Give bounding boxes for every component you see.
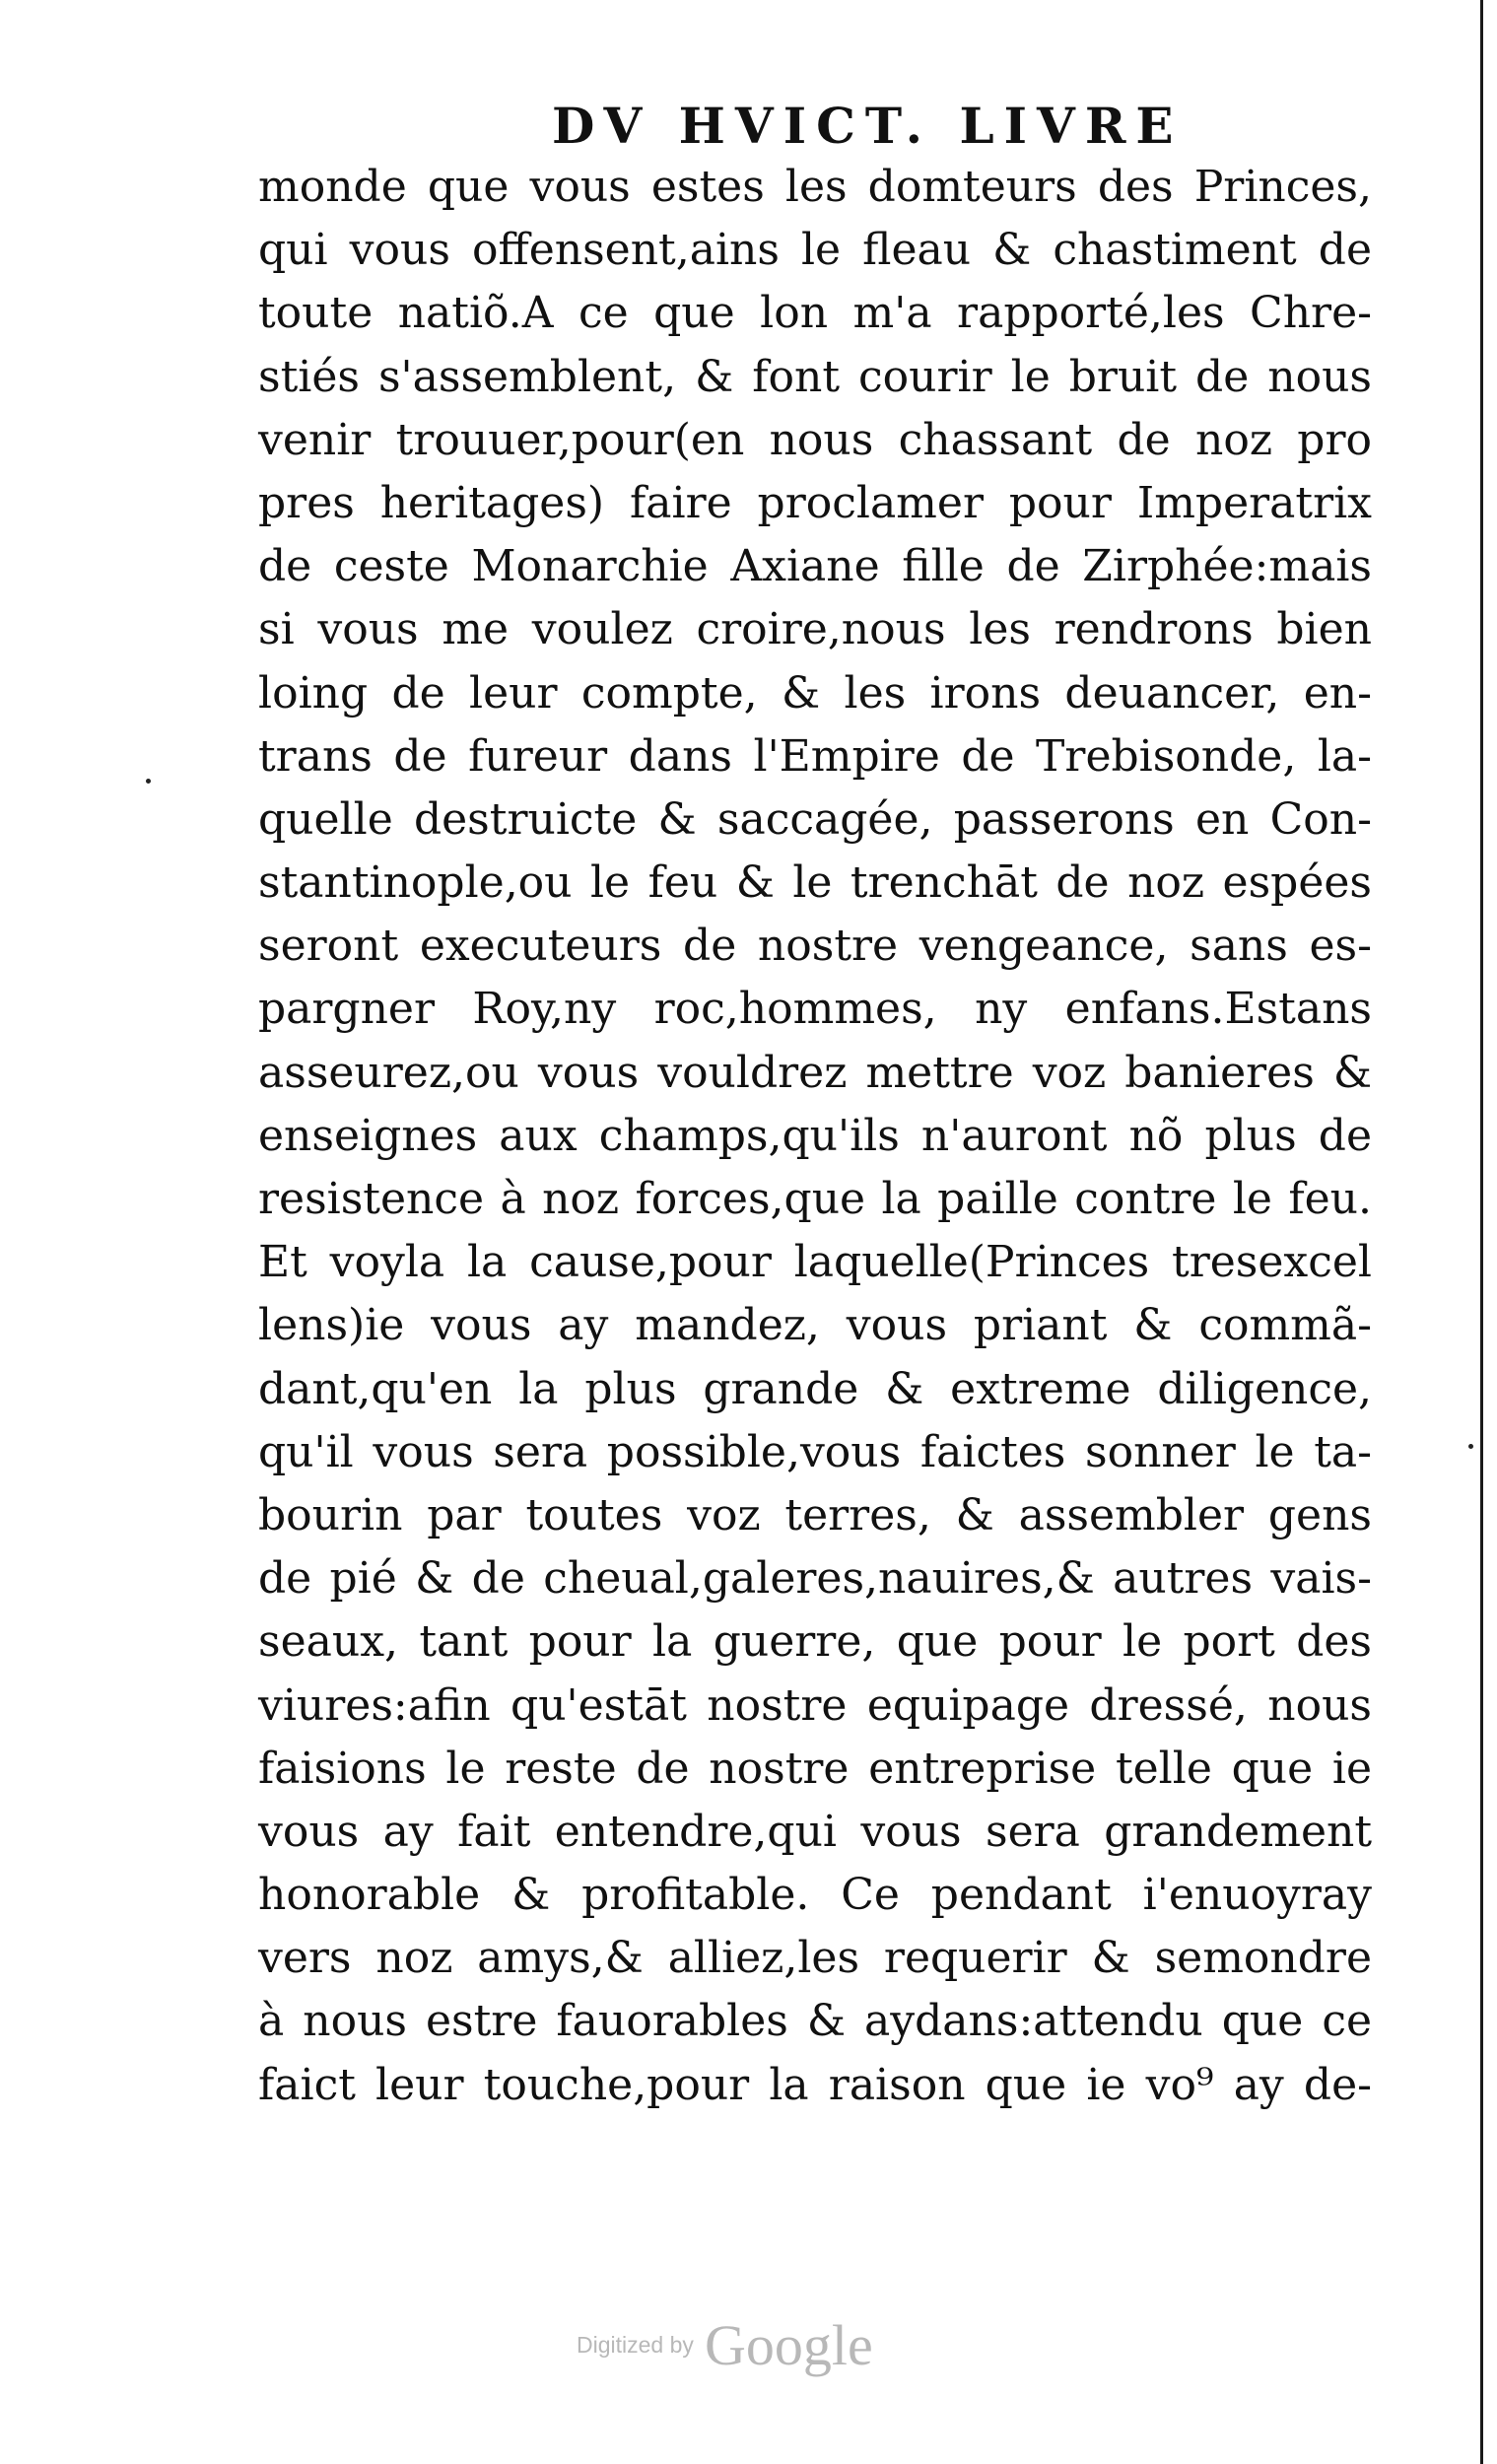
text-line: vers noz amys,& alliez,les requerir & semondre <box>258 1933 1372 1984</box>
text-line: honorable & profitable. Ce pendant i'enuoyray <box>258 1870 1372 1921</box>
text-line: loing de leur compte, & les irons deuancer, en- <box>258 667 1372 719</box>
text-line: stantinople,ou le feu & le trenchāt de noz espées <box>258 857 1372 909</box>
text-line: stiés s'assemblent, & font courir le bruit de nous <box>258 351 1372 402</box>
text-line: lens)ie vous ay mandez, vous priant & commã- <box>258 1300 1372 1351</box>
text-line: asseurez,ou vous vouldrez mettre voz banieres & <box>258 1047 1372 1098</box>
text-line: vous ay fait entendre,qui vous sera grandement <box>258 1806 1372 1857</box>
running-head: DV HVICT. LIVRE <box>552 97 1184 155</box>
text-line: seront executeurs de nostre vengeance, sans es- <box>258 921 1372 972</box>
text-line: dant,qu'en la plus grande & extreme diligence, <box>258 1363 1372 1414</box>
text-line: bourin par toutes voz terres, & assembler gens <box>258 1489 1372 1540</box>
body-text <box>258 156 1372 2117</box>
text-line: de pié & de cheual,galeres,nauires,& autres vais- <box>258 1553 1372 1605</box>
text-line: faict leur touche,pour la raison que ie vo⁹ ay de- <box>258 2059 1372 2110</box>
text-line: trans de fureur dans l'Empire de Trebisonde, la- <box>258 730 1372 782</box>
text-line: qui vous offensent,ains le fleau & chastiment de <box>258 225 1372 276</box>
text-line: viures:afin qu'estāt nostre equipage dressé, nous <box>258 1679 1372 1731</box>
text-line: Et voyla la cause,pour laquelle(Princes tresexcel <box>258 1237 1372 1288</box>
text-line: resistence à noz forces,que la paille contre le feu. <box>258 1174 1372 1224</box>
ink-speck <box>146 779 151 784</box>
text-line: pargner Roy,ny roc,hommes, ny enfans.Estans <box>258 984 1372 1035</box>
digitized-by-google-watermark <box>577 2312 873 2378</box>
google-logo: Google <box>704 2313 873 2377</box>
text-line: seaux, tant pour la guerre, que pour le port des <box>258 1616 1372 1668</box>
page-edge-line <box>1480 0 1483 2464</box>
text-line: monde que vous estes les domteurs des Princes, <box>258 162 1372 212</box>
text-line: quelle destruicte & saccagée, passerons en Con- <box>258 793 1372 845</box>
text-line: toute natiõ.A ce que lon m'a rapporté,les Chre- <box>258 288 1372 339</box>
text-line: qu'il vous sera possible,vous faictes sonner le ta- <box>258 1426 1372 1477</box>
text-line: pres heritages) faire proclamer pour Imperatrix <box>258 477 1372 528</box>
text-line: à nous estre fauorables & aydans:attendu que ce <box>258 1996 1372 2047</box>
ink-speck <box>1468 1444 1473 1449</box>
text-line: faisions le reste de nostre entreprise telle que ie <box>258 1743 1372 1794</box>
text-line: si vous me voulez croire,nous les rendrons bien <box>258 604 1372 655</box>
digitized-by-label: Digitized by <box>577 2332 694 2358</box>
text-line: de ceste Monarchie Axiane fille de Zirphée:mais <box>258 541 1372 592</box>
text-line: enseignes aux champs,qu'ils n'auront nõ plus de <box>258 1110 1372 1161</box>
text-line: venir trouuer,pour(en nous chassant de noz pro <box>258 414 1372 465</box>
